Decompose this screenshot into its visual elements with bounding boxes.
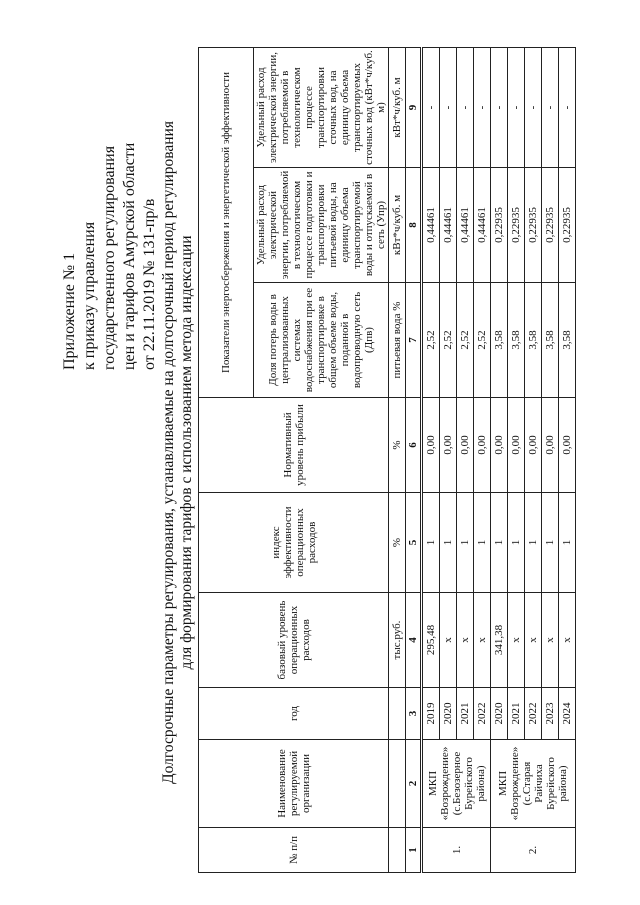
cell-elec-water: 0,44461 xyxy=(440,168,457,283)
cell-base: х xyxy=(525,593,542,688)
cell-index: 1 xyxy=(457,493,474,593)
colnum-cell: 1 xyxy=(406,828,422,873)
cell-elec-sewer: - xyxy=(474,48,491,168)
cell-elec-water: 0,22935 xyxy=(525,168,542,283)
cell-year: 2020 xyxy=(440,688,457,740)
annex-line: от 22.11.2019 № 131-пр/в xyxy=(141,198,158,370)
colnum-cell: 9 xyxy=(406,48,422,168)
colnum-cell: 6 xyxy=(406,398,422,493)
document-title-line-2: для формирования тарифов с использованием метода индексации xyxy=(178,235,195,670)
cell-profit: 0,00 xyxy=(474,398,491,493)
cell-loss: 3,58 xyxy=(508,283,525,398)
cell-index: 1 xyxy=(422,493,440,593)
colnum-cell: 5 xyxy=(406,493,422,593)
annex-block xyxy=(60,40,160,370)
header-elec-sewer: Удельный расход электрической энергии, потребляемой в технологическом процессе транспортировки сточных вод, на единицу объема транспортируемых сточных вод (кВт*ч/куб. м) xyxy=(254,48,389,168)
organization-name: МКП «Возрождение» (с.Безозерное Бурейского района) xyxy=(422,740,491,828)
header-org: Наименование регулируемой организации xyxy=(199,740,389,828)
colnum-cell: 8 xyxy=(406,168,422,283)
cell-profit: 0,00 xyxy=(457,398,474,493)
cell-base: 341,38 xyxy=(491,593,508,688)
cell-year: 2022 xyxy=(525,688,542,740)
cell-year: 2021 xyxy=(508,688,525,740)
header-base-opex: базовый уровень операционных расходов xyxy=(199,593,389,688)
row-number: 2. xyxy=(491,828,576,873)
cell-loss: 3,58 xyxy=(491,283,508,398)
cell-year: 2022 xyxy=(474,688,491,740)
cell-elec-sewer: - xyxy=(559,48,576,168)
cell-loss: 3,58 xyxy=(525,283,542,398)
cell-index: 1 xyxy=(559,493,576,593)
cell-elec-sewer: - xyxy=(491,48,508,168)
cell-year: 2023 xyxy=(542,688,559,740)
cell-elec-water: 0,22935 xyxy=(491,168,508,283)
table-row xyxy=(422,48,440,873)
annex-line: Приложение № 1 xyxy=(61,252,78,370)
cell-elec-sewer: - xyxy=(422,48,440,168)
annex-line: государственного регулирования xyxy=(101,145,118,370)
unit-cell: питьевая вода % xyxy=(389,283,406,398)
header-efficiency-index: индекс эффективности операционных расходов xyxy=(199,493,389,593)
header-num: № п/п xyxy=(199,828,389,873)
cell-elec-sewer: - xyxy=(508,48,525,168)
cell-index: 1 xyxy=(440,493,457,593)
header-profit-level: Нормативный уровень прибыли xyxy=(199,398,389,493)
cell-index: 1 xyxy=(508,493,525,593)
cell-index: 1 xyxy=(525,493,542,593)
cell-elec-sewer: - xyxy=(457,48,474,168)
cell-elec-sewer: - xyxy=(525,48,542,168)
cell-loss: 3,58 xyxy=(542,283,559,398)
annex-line: цен и тарифов Амурской области xyxy=(121,142,138,370)
cell-profit: 0,00 xyxy=(422,398,440,493)
cell-profit: 0,00 xyxy=(508,398,525,493)
cell-elec-water: 0,22935 xyxy=(559,168,576,283)
cell-loss: 2,52 xyxy=(474,283,491,398)
cell-profit: 0,00 xyxy=(491,398,508,493)
colnum-cell: 2 xyxy=(406,740,422,828)
cell-year: 2021 xyxy=(457,688,474,740)
cell-elec-water: 0,22935 xyxy=(508,168,525,283)
cell-profit: 0,00 xyxy=(559,398,576,493)
cell-base: х xyxy=(559,593,576,688)
cell-index: 1 xyxy=(491,493,508,593)
table-row xyxy=(491,48,508,873)
document-title-line-1: Долгосрочные параметры регулирования, устанавливаемые на долгосрочный период регулирования xyxy=(160,121,177,784)
cell-elec-water: 0,22935 xyxy=(542,168,559,283)
cell-elec-water: 0,44461 xyxy=(474,168,491,283)
cell-elec-sewer: - xyxy=(542,48,559,168)
cell-year: 2020 xyxy=(491,688,508,740)
cell-loss: 2,52 xyxy=(457,283,474,398)
cell-profit: 0,00 xyxy=(440,398,457,493)
unit-cell: % xyxy=(389,493,406,593)
unit-cell: % xyxy=(389,398,406,493)
cell-elec-sewer: - xyxy=(440,48,457,168)
cell-base: х xyxy=(457,593,474,688)
cell-year: 2019 xyxy=(422,688,440,740)
cell-base: х xyxy=(508,593,525,688)
cell-base: х xyxy=(542,593,559,688)
parameters-table xyxy=(198,47,576,873)
colnum-cell: 3 xyxy=(406,688,422,740)
cell-index: 1 xyxy=(542,493,559,593)
unit-cell: кВт*ч/куб. м xyxy=(389,168,406,283)
header-year: год xyxy=(199,688,389,740)
cell-base: х xyxy=(474,593,491,688)
annex-line: к приказу управления xyxy=(81,221,98,370)
cell-base: 295,48 xyxy=(422,593,440,688)
cell-profit: 0,00 xyxy=(525,398,542,493)
cell-loss: 2,52 xyxy=(440,283,457,398)
cell-index: 1 xyxy=(474,493,491,593)
unit-cell: тыс.руб. xyxy=(389,593,406,688)
cell-elec-water: 0,44461 xyxy=(422,168,440,283)
header-energy-group: Показатели энергосбережения и энергетической эффективности xyxy=(199,48,254,398)
organization-name: МКП «Возрождение» (с.Старая Райчиха Бурейского района) xyxy=(491,740,576,828)
unit-cell: кВт*ч/куб. м xyxy=(389,48,406,168)
cell-loss: 3,58 xyxy=(559,283,576,398)
header-water-loss: Доля потерь воды в централизованных системах водоснабжения при ее транспортировке в общем объеме воды, поданной в водопроводную сеть (Дпв) xyxy=(254,283,389,398)
colnum-cell: 4 xyxy=(406,593,422,688)
cell-base: х xyxy=(440,593,457,688)
header-elec-water: Удельный расход электрической энергии, потребляемой в технологическом процессе подготовки и транспортировки питьевой воды, на единицу объема транспортируемой воды и отпускаемой в сеть (Упр) xyxy=(254,168,389,283)
row-number: 1. xyxy=(422,828,491,873)
cell-profit: 0,00 xyxy=(542,398,559,493)
cell-loss: 2,52 xyxy=(422,283,440,398)
cell-year: 2024 xyxy=(559,688,576,740)
cell-elec-water: 0,44461 xyxy=(457,168,474,283)
colnum-cell: 7 xyxy=(406,283,422,398)
